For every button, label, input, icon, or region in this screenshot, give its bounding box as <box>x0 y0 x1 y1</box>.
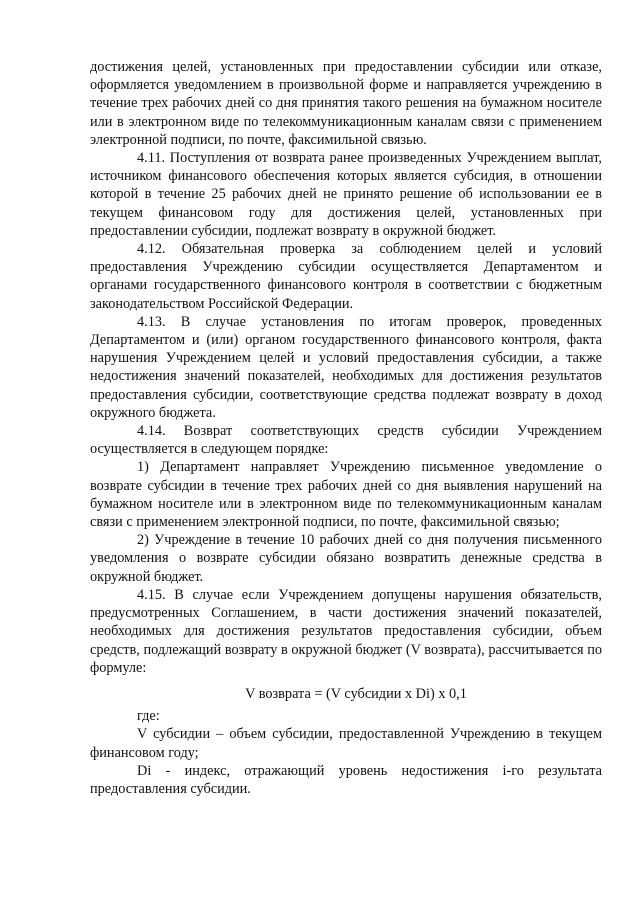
paragraph-4-13: 4.13. В случае установления по итогам проверок, проведенных Департаментом и (или) органом государственного финансового контроля, факта нарушения Учреждением целей и условий предоставления субсидии, а также недостижения значений показателей, необходимых для достижения результатов предоставления субсидии, соответствующие средства подлежат возврату в доход окружного бюджета. <box>90 313 602 421</box>
list-item-2: 2) Учреждение в течение 10 рабочих дней со дня получения письменного уведомления о возврате субсидии обязано возвратить денежные средства в окружной бюджет. <box>90 532 602 585</box>
paragraph-4-14: 4.14. Возврат соответствующих средств субсидии Учреждением осуществляется в следующем порядке: <box>90 423 602 458</box>
formula: V возврата = (V субсидии x Di) x 0,1 <box>245 685 467 702</box>
paragraph-continuation: достижения целей, установленных при предоставлении субсидии или отказе, оформляется уведомлением в произвольной форме и направляется учреждению в течение трех рабочих дней со дня принятия такого решения на бумажном носителе или в электронном виде по телекоммуникационным каналам связи с применением электронной подписи, по почте, факсимильной связью. <box>90 59 602 148</box>
where-label: где: <box>137 708 160 725</box>
document-page <box>90 58 602 798</box>
paragraph-4-11: 4.11. Поступления от возврата ранее произведенных Учреждением выплат, источником финансового обеспечения которых является субсидия, в отношении которой в течение 25 рабочих дней не принято решение об использовании ее в текущем финансовом году для достижения целей, установленных при предоставлении субсидии, подлежат возврату в окружной бюджет. <box>90 150 602 239</box>
paragraph-4-15: 4.15. В случае если Учреждением допущены нарушения обязательств, предусмотренных Соглашением, в части достижения значений показателей, необходимых для достижения результатов предоставления субсидии, объем средств, подлежащий возврату в окружной бюджет (V возврата), рассчитывается по формуле: <box>90 586 602 676</box>
paragraph-4-12: 4.12. Обязательная проверка за соблюдением целей и условий предоставления Учреждению субсидии осуществляется Департаментом и органами государственного финансового контроля в соответствии с бюджетным законодательством Российской Федерации. <box>90 241 602 312</box>
list-item-1: 1) Департамент направляет Учреждению письменное уведомление о возврате субсидии в течение трех рабочих дней со дня выявления нарушений на бумажном носителе или в электронном виде по телекоммуникационным каналам связи с применением электронной подписи, по почте, факсимильной связью; <box>90 459 602 531</box>
definition-v-subsidy: V субсидии – объем субсидии, предоставленной Учреждению в текущем финансовом году; <box>90 726 602 761</box>
definition-di: Di - индекс, отражающий уровень недостижения i-го результата предоставления субсидии. <box>90 762 602 797</box>
